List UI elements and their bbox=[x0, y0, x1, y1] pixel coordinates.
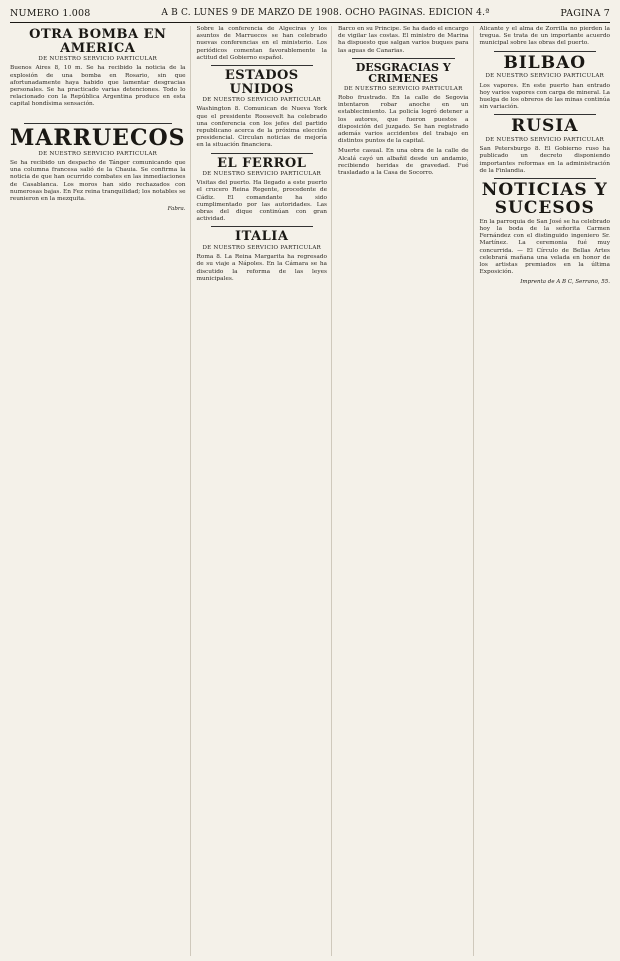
headline-desgracias-sub: DE NUESTRO SERVICIO PARTICULAR bbox=[343, 85, 463, 92]
headline-bomb-sub: DE NUESTRO SERVICIO PARTICULAR bbox=[38, 56, 158, 63]
divider bbox=[211, 153, 314, 154]
issue-number: NUMERO 1.008 bbox=[10, 7, 91, 19]
article-intro-4: Alicante y el alma de Zorrilla no pierden la tregua. Se trata de un importante acuerdo municipal sobre las obras del puerto. bbox=[479, 26, 611, 47]
article-bomb: Buenos Aires 8, 10 m. Se ha recibido la noticia de la explosión de una bomba en Rosario, sin que afortunadamente haya habido que lamentar desgracias personales. Se ha practicado varias detenciones. Todo lo relacionado con la República Argentina produce en esta capital hondísima sensación. bbox=[10, 65, 186, 108]
headline-noticias: NOTICIAS Y SUCESOS bbox=[481, 180, 608, 218]
column-1 bbox=[10, 26, 191, 956]
headline-desgracias: DESGRACIAS Y CRIMENES bbox=[355, 60, 451, 86]
headline-ferrol: EL FERROL bbox=[217, 155, 307, 171]
article-desgracias: Robo frustrado. En la calle de Segovia intentaron robar anoche en un establecimiento. La policía logró detener a los autores, que fueron puestos a disposición del juzgado. Se han registrado además varios accidentes del trabajo en distintos puntos de la capital. bbox=[338, 94, 469, 145]
article-intro-2: Sobre la conferencia de Algeciras y los asuntos de Marruecos se han celebrado nuevas conferencias en el ministerio. Los periódicos comentan favorablemente la actitud del Gobierno español. bbox=[196, 26, 328, 61]
divider bbox=[494, 114, 597, 115]
article-marruecos: Se ha recibido un despacho de Tánger comunicando que una columna francesa salió de la Chauia. Se confirma la noticia de que han ocurrido combates en las inmediaciones de Casablanca. Los moros han sido rechazados con numerosas bajas. En Fez reina tranquilidad; los notables se reunieron en la mezquita. bbox=[10, 159, 186, 202]
article-estados-unidos: Washington 8. Comunican de Nueva York que el presidente Roosevelt ha celebrado una conferencia con los jefes del partido republicano acerca de la próxima elección presidencial. Circulan noticias de mejoría en la situación financiera. bbox=[196, 106, 328, 149]
headline-rusia: RUSIA bbox=[511, 116, 579, 137]
page-number: PAGINA 7 bbox=[560, 7, 610, 19]
headline-ferrol-sub: DE NUESTRO SERVICIO PARTICULAR bbox=[202, 171, 322, 178]
headline-italia-sub: DE NUESTRO SERVICIO PARTICULAR bbox=[202, 245, 322, 252]
divider bbox=[352, 58, 455, 59]
headline-rusia-sub: DE NUESTRO SERVICIO PARTICULAR bbox=[485, 137, 605, 144]
article-noticias: En la parroquia de San José se ha celebrado hoy la boda de la señorita Carmen Fernández con el distinguido ingeniero Sr. Martínez. La ceremonia fué muy concurrida. — El Círculo de Bellas Artes celebrará mañana una velada en honor de los artistas premiados en la última Exposición. bbox=[479, 218, 611, 276]
article-rusia: San Petersburgo 8. El Gobierno ruso ha publicado un decreto disponiendo importantes reformas en la administración de la Finlandia. bbox=[479, 146, 611, 174]
headline-italia: ITALIA bbox=[235, 229, 289, 245]
divider bbox=[211, 65, 314, 66]
column-3 bbox=[338, 26, 474, 956]
column-2 bbox=[197, 26, 333, 956]
headline-estados-unidos: ESTADOS UNIDOS bbox=[224, 68, 299, 97]
masthead-title: A B C. LUNES 9 DE MARZO DE 1908. OCHO PAGINAS. EDICION 4.ª bbox=[161, 8, 490, 18]
article-desgracias-2: Muerte casual. En una obra de la calle de Alcalá cayó un albañil desde un andamio, recibiendo heridas de gravedad. Fué trasladado a la Casa de Socorro. bbox=[338, 148, 469, 176]
article-bilbao: Los vapores. En este puerto han entrado hoy varios vapores con carga de mineral. La huelga de los obreros de las minas continúa sin variación. bbox=[479, 82, 611, 111]
divider bbox=[211, 226, 314, 227]
newspaper-columns bbox=[10, 26, 610, 956]
signature: Fabra. bbox=[167, 206, 186, 213]
divider bbox=[494, 178, 597, 179]
headline-estados-unidos-sub: DE NUESTRO SERVICIO PARTICULAR bbox=[202, 97, 322, 104]
column-4 bbox=[480, 26, 611, 956]
headline-marruecos: MARRUECOS bbox=[10, 124, 186, 151]
divider bbox=[494, 51, 597, 52]
article-ferrol: Visitas del puerto. Ha llegado a este puerto el crucero Reina Regente, procedente de Cádiz. El comandante ha sido cumplimentado por las autoridades. Las obras del dique continúan con gran actividad. bbox=[196, 180, 328, 223]
printer-imprint: Imprenta de A B C, Serrano, 55. bbox=[520, 279, 611, 286]
masthead bbox=[10, 4, 610, 23]
headline-marruecos-sub: DE NUESTRO SERVICIO PARTICULAR bbox=[38, 150, 158, 157]
article-italia: Roma 8. La Reina Margarita ha regresado de su viaje a Nápoles. En la Cámara se ha discutido la reforma de las leyes municipales. bbox=[196, 254, 328, 282]
divider bbox=[24, 123, 172, 124]
headline-bomb: OTRA BOMBA EN AMERICA bbox=[29, 27, 167, 56]
headline-bilbao-sub: DE NUESTRO SERVICIO PARTICULAR bbox=[485, 73, 605, 80]
headline-bilbao: BILBAO bbox=[503, 52, 587, 73]
article-intro-3: Barco en su Principe. Se ha dado el encargo de vigilar las costas. El ministro de Marina ha dispuesto que salgan varios buques para las aguas de Canarias. bbox=[338, 26, 469, 54]
